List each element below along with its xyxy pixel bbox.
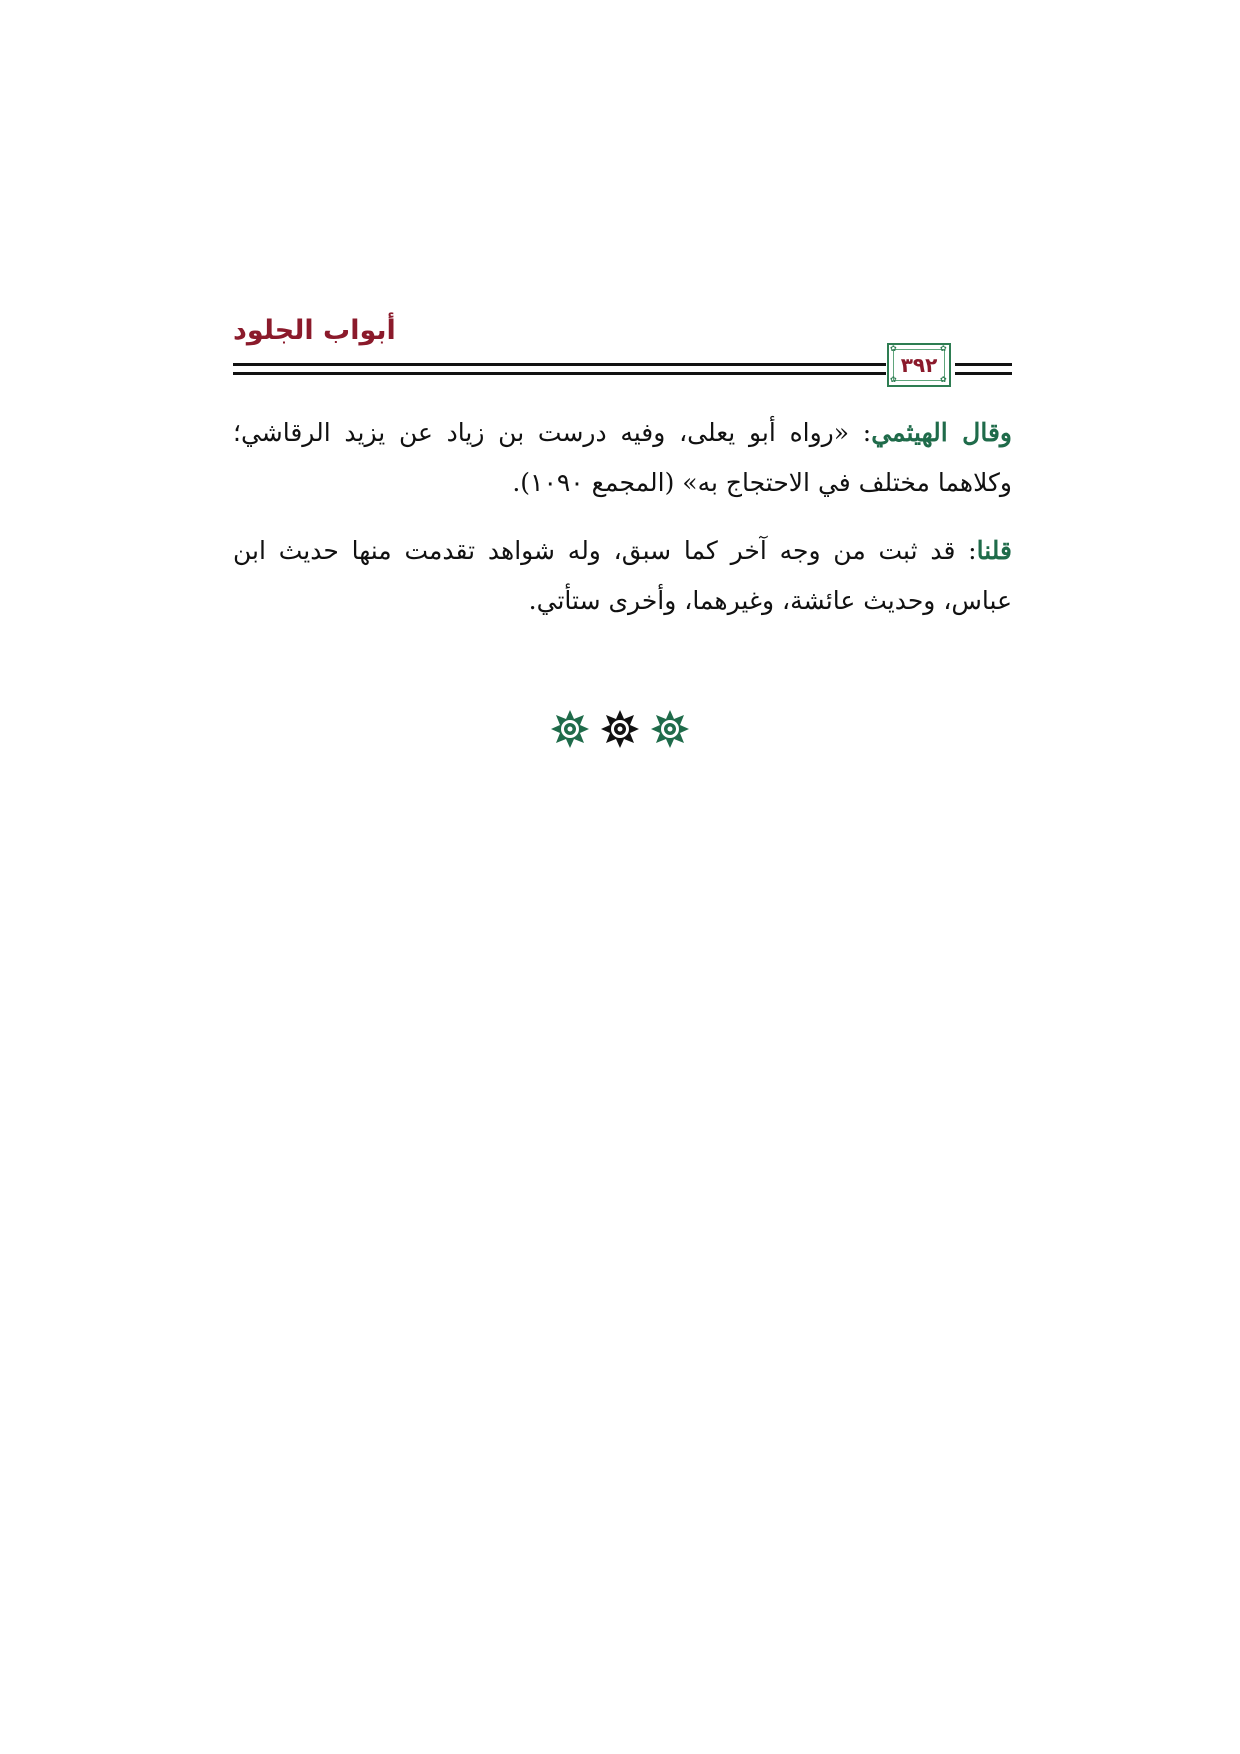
main-text [233,408,1012,626]
running-title-text: أبواب الجلود [233,315,396,346]
header-rule-top [233,363,886,366]
header-rule-right-bottom [955,372,1012,375]
header-rule-bottom [233,372,886,375]
page-number: ٣٩٢ [900,353,938,377]
star-flower-icon [650,709,690,749]
frame-corner-icon: ✿ [940,344,947,353]
header-rule-right-top [955,363,1012,366]
page-header [233,315,1012,390]
page-number-frame [887,343,951,387]
paragraph-lead: وقال الهيثمي [871,418,1012,447]
frame-corner-icon: ✿ [890,344,897,353]
running-title [233,315,612,346]
frame-corner-icon: ✿ [890,375,897,384]
paragraph [233,408,1012,508]
section-end-ornament [550,705,690,753]
frame-corner-icon: ✿ [940,375,947,384]
paragraph-text: : قد ثبت من وجه آخر كما سبق، وله شواهد تقدمت منها حديث ابن عباس، وحديث عائشة، وغيرهما، وأخرى ستأتي. [233,536,1012,615]
paragraph-text: : «رواه أبو يعلى، وفيه درست بن زياد عن يزيد الرقاشي؛ وكلاهما مختلف في الاحتجاج به» (المجمع ١٠٩٠). [233,418,1012,497]
star-flower-icon [600,709,640,749]
paragraph [233,526,1012,626]
paragraph-lead: قلنا [976,536,1012,565]
star-flower-icon [550,709,590,749]
